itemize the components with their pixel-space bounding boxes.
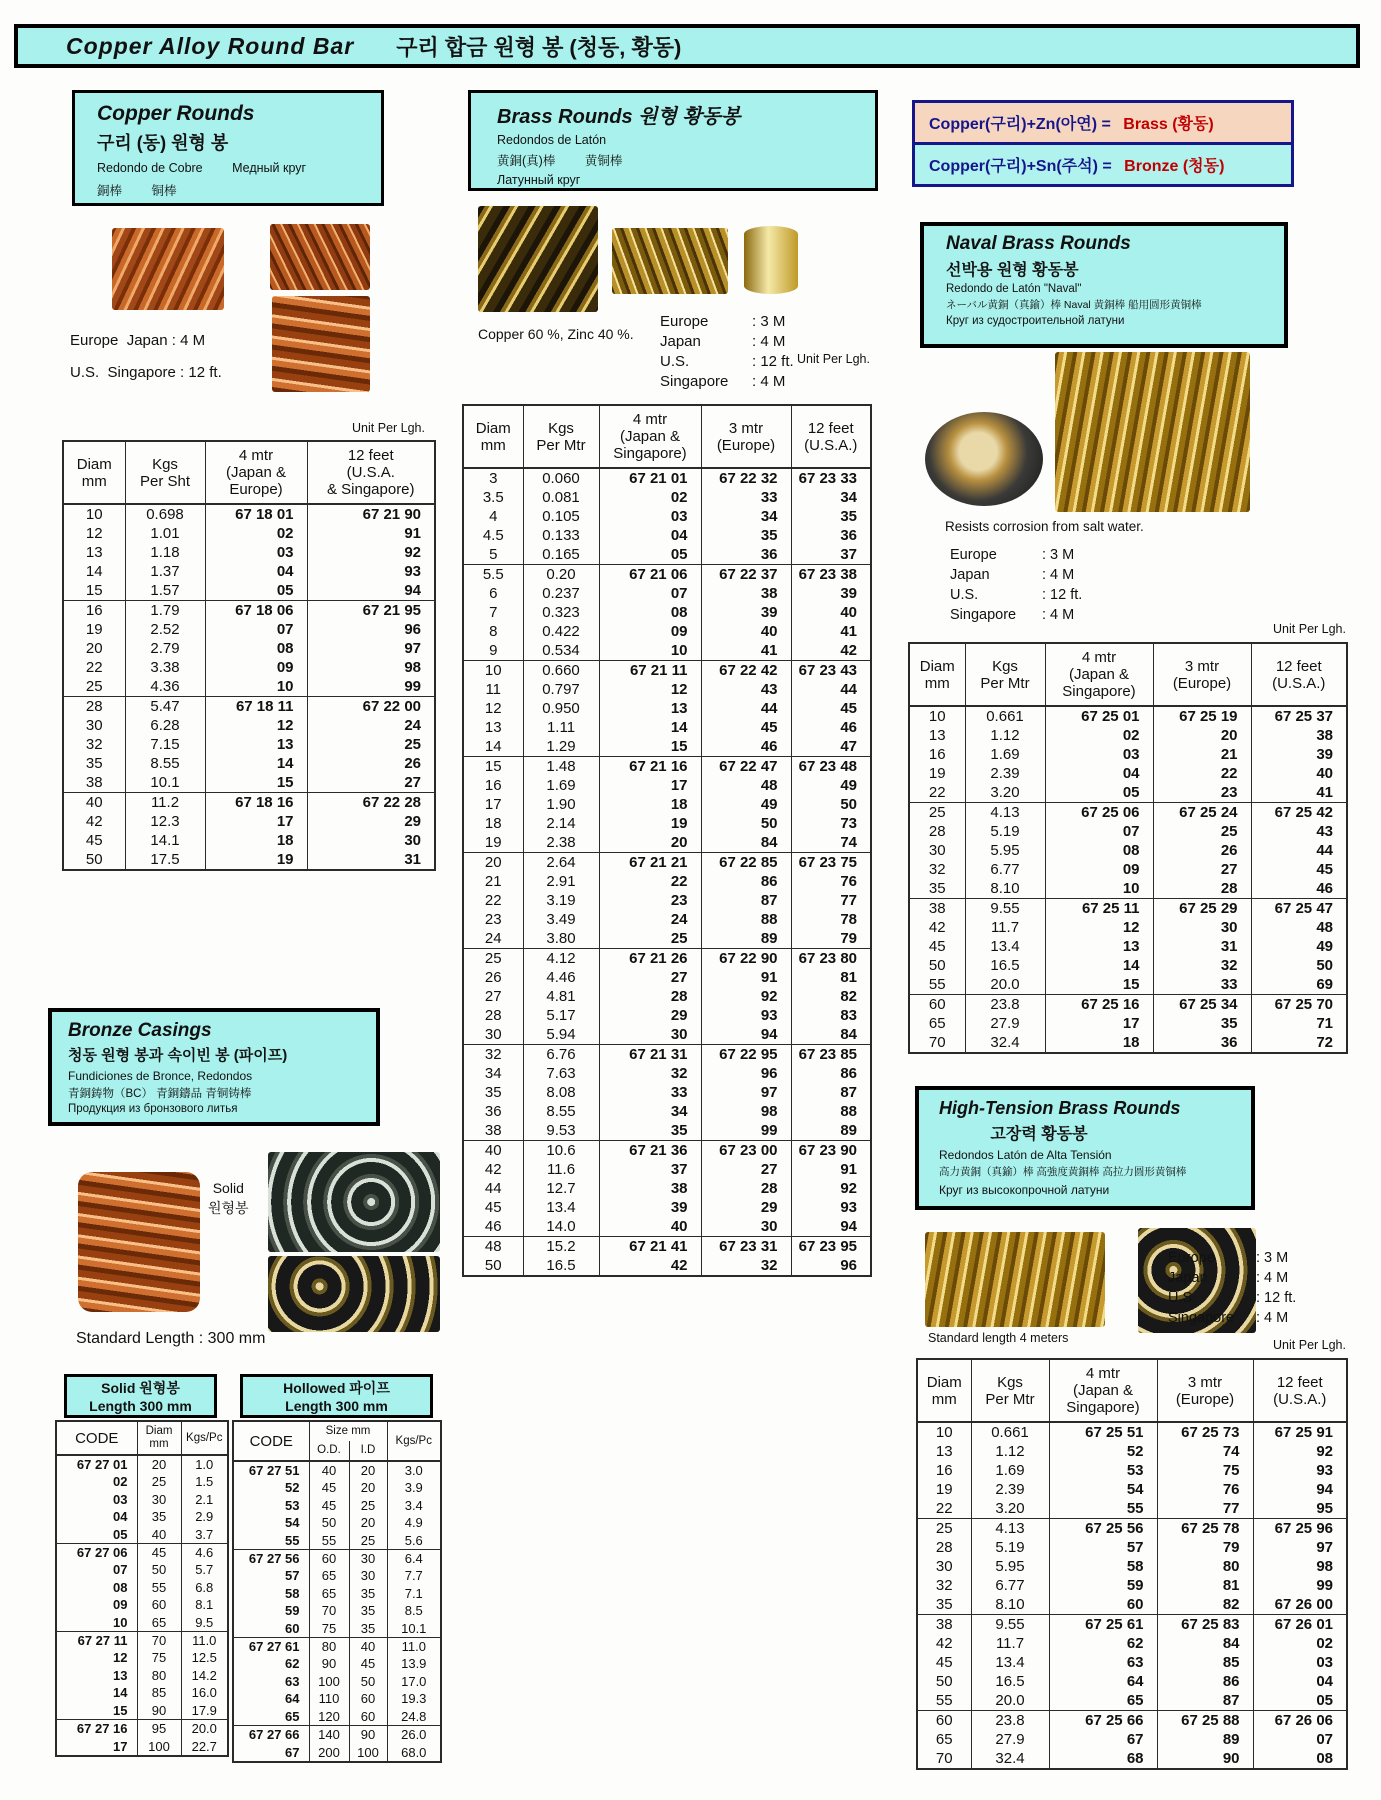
- bronze-formula-left: Copper(구리)+Sn(주석) =: [929, 158, 1117, 175]
- page-title-en: Copper Alloy Round Bar: [66, 32, 355, 59]
- ht-subtitle-es: Redondos Latón de Alta Tensión: [939, 1148, 1112, 1162]
- copper-rods-photo-3: [272, 296, 370, 392]
- ht-length-list: [1168, 1248, 1296, 1328]
- brass-rounds-header-box: [468, 90, 878, 191]
- hollow-table-header-line2: Length 300 mm: [285, 1398, 388, 1414]
- brass-subtitles-cjk: [497, 151, 875, 169]
- copper-subtitle-ru: Медный круг: [232, 161, 307, 175]
- length-list-row: U.S. : 12 ft.: [660, 353, 794, 370]
- brass-rounds-title: Brass Rounds 원형 황동봉: [497, 106, 741, 128]
- brass-rods-photo-1: [478, 206, 598, 312]
- bronze-formula-result: Bronze (청동): [1124, 158, 1225, 175]
- naval-brass-rods-photo: [1055, 352, 1250, 512]
- solid-table-header-line1: Solid 원형봉: [101, 1380, 180, 1396]
- naval-corrosion-note: Resists corrosion from salt water.: [945, 519, 1144, 534]
- copper-unit-label: Unit Per Lgh.: [352, 421, 425, 435]
- high-tension-title-kr: 고장력 황동봉: [990, 1126, 1088, 1143]
- naval-subtitle-jp: ネーバル黄銅（真鍮）棒 Naval 黄銅棒 船用圆形黄铜棒: [946, 299, 1202, 311]
- page-title: [14, 24, 1360, 68]
- bronze-solid-table: CODE Diam mm Kgs/Pc 67 27 01 20 1.0 02 25 1.5 03 30 2.1 04 35 2.9 05 40 3.7 67 27 06 45 4.6 07 50 5.7 08 55 6.8 09 60 8.1 10 65 9.5 67 27 11 70 11.0 12 75 12.5 13 80 14.2 14 85 16.0 15 90 17.9 67 27 16 95 20.0 17 100 22.7: [55, 1420, 227, 1757]
- naval-unit-label: Unit Per Lgh.: [1273, 622, 1346, 636]
- naval-subtitle-ru: Круг из судостроительной латуни: [946, 315, 1125, 327]
- copper-length-europe-japan: Europe Japan : 4 M: [70, 332, 206, 349]
- brass-subtitle-ru: Латунный круг: [497, 173, 581, 187]
- naval-length-list: [950, 545, 1082, 625]
- brass-subtitle-cn: 黄铜棒: [584, 154, 623, 168]
- brass-formula-row: [915, 103, 1291, 145]
- solid-table-header-line2: Length 300 mm: [89, 1398, 192, 1414]
- naval-brass-disc-photo: [925, 412, 1043, 506]
- naval-price-table: Diam mm Kgs Per Mtr 4 mtr (Japan & Singapore) 3 mtr (Europe) 12 feet (U.S.A.) 10 0.661 67 25 01 67 25 19 67 25 37 13 1.12 02 20 38 16 1.69 03 21 39 19 2.39 04 22 40 22 3.20 05 23 41 25 4.13 67 25 06 67 25 24 67 25 42 28 5.19 07 25 43 30 5.95 08 26 44 32 6.77 09 27 45 35 8.10 10 28 46 38 9.55 67 25 11 67 25 29 67 25 47 42 11.7 12 30 48 45 13.4 13 31 49 50 16.5 14 32 50 55 20.0 15 33 69 60 23.8 67 25 16 67 25 34 67 25 70 65 27.9 17 35 71 70 32.4 18 36 72: [908, 642, 1346, 1054]
- bronze-casings-title-kr: 청동 원형 봉과 속이빈 봉 (파이프): [68, 1047, 288, 1064]
- high-tension-header-box: [915, 1086, 1255, 1210]
- bronze-subtitle-ru: Продукция из бронзового литья: [68, 1103, 238, 1115]
- copper-price-table: Diam mm Kgs Per Sht 4 mtr (Japan & Europe) 12 feet (U.S.A. & Singapore) 10 0.698 67 18 01 67 21 90 12 1.01 02 91 13 1.18 03 92 14 1.37 04 93 15 1.57 05 94 16 1.79 67 18 06 67 21 95 19 2.52 07 96 20 2.79 08 97 22 3.38 09 98 25 4.36 10 99 28 5.47 67 18 11 67 22 00 30 6.28 12 24 32 7.15 13 25 35 8.55 14 26 38 10.1 15 27 40 11.2 67 18 16 67 22 28 42 12.3 17 29 45 14.1 18 30 50 17.5 19 31: [62, 440, 434, 871]
- alloy-formula-box: [912, 100, 1294, 187]
- brass-composition-note: Copper 60 %, Zinc 40 %.: [478, 326, 634, 342]
- naval-brass-header-box: [920, 222, 1288, 348]
- page-title-kr: 구리 합금 원형 봉 (청동, 황동): [396, 34, 682, 60]
- length-list-row: Europe : 3 M: [1168, 1250, 1289, 1266]
- solid-label-en: Solid: [212, 1180, 244, 1196]
- ht-subtitle-ru: Круг из высокопрочной латуни: [939, 1183, 1110, 1197]
- copper-length-us-singapore: U.S. Singapore : 12 ft.: [70, 364, 222, 381]
- brass-rods-photo-2: [612, 228, 728, 294]
- brass-cylinder-photo: [744, 226, 798, 294]
- length-list-row: Europe : 3 M: [660, 313, 786, 330]
- solid-label: [208, 1178, 249, 1218]
- bronze-subtitle-cjk: 青銅鋳物（BC） 青銅鑄品 青铜铸棒: [68, 1088, 252, 1100]
- bronze-subtitle-es: Fundiciones de Bronce, Redondos: [68, 1069, 253, 1083]
- bronze-formula-row: [915, 145, 1291, 184]
- brass-subtitle-es: Redondos de Latón: [497, 133, 607, 147]
- bronze-hollow-table: CODE Size mm Kgs/Pc O.D. I.D 67 27 51 40 20 3.0 52 45 20 3.9 53 45 25 3.4 54 50 20 4.9 55 55 25 5.6 67 27 56 60 30 6.4 57 65 30 7.7 58 65 35 7.1 59 70 35 8.5 60 75 35 10.1 67 27 61 80 40 11.0 62 90 45 13.9 63 100 50 17.0 64 110 60 19.3 65 120 60 24.8 67 27 66 140 90 26.0 67 200 100 68.0: [232, 1420, 440, 1763]
- solid-table-header-box: [64, 1374, 217, 1418]
- bronze-pipes-photo-1: [268, 1152, 440, 1252]
- copper-subtitle-jp: 銅棒: [97, 184, 123, 198]
- copper-rounds-subtitles-cjk: [97, 181, 381, 199]
- brass-formula-left: Copper(구리)+Zn(아연) =: [929, 116, 1116, 133]
- copper-subtitle-cn: 铜棒: [151, 184, 177, 198]
- ht-standard-length-note: Standard length 4 meters: [928, 1331, 1069, 1345]
- copper-rounds-header-box: [72, 90, 384, 206]
- brass-price-table: Diam mm Kgs Per Mtr 4 mtr (Japan & Singapore) 3 mtr (Europe) 12 feet (U.S.A.) 3 0.060 67 21 01 67 22 32 67 23 33 3.5 0.081 02 33 34 4 0.105 03 34 35 4.5 0.133 04 35 36 5 0.165 05 36 37 5.5 0.20 67 21 06 67 22 37 67 23 38 6 0.237 07 38 39 7 0.323 08 39 40 8 0.422 09 40 41 9 0.534 10 41 42 10 0.660 67 21 11 67 22 42 67 23 43 11 0.797 12 43 44 12 0.950 13 44 45 13 1.11 14 45 46 14 1.29 15 46 47 15 1.48 67 21 16 67 22 47 67 23 48 16 1.69 17 48 49 17 1.90 18 49 50 18 2.14 19 50 73 19 2.38 20 84 74 20 2.64 67 21 21 67 22 85 67 23 75 21 2.91 22 86 76 22 3.19 23 87 77 23 3.49 24 88 78 24 3.80 25 89 79 25 4.12 67 21 26 67 22 90 67 23 80 26 4.46 27 91 81 27 4.81 28 92 82 28 5.17 29 93 83 30 5.94 30 94 84 32 6.76 67 21 31 67 22 95 67 23 85 34 7.63 32 96 86 35 8.08 33 97 87 36 8.55 34 98 88 38 9.53 35 99 89 40 10.6 67 21 36 67 23 00 67 23 90 42 11.6 37 27 91 44 12.7 38 28 92 45 13.4 39 29 93 46 14.0 40 30 94 48 15.2 67 21 41 67 23 31 67 23 95 50 16.5 42 32 96: [462, 404, 870, 1277]
- length-list-row: Singapore : 4 M: [660, 373, 786, 390]
- copper-rounds-title: Copper Rounds: [97, 102, 255, 125]
- bronze-solid-rod-photo: [78, 1172, 200, 1312]
- bronze-standard-length-note: Standard Length : 300 mm: [76, 1330, 266, 1347]
- length-list-row: Japan : 4 M: [660, 333, 786, 350]
- copper-rounds-subtitles: [97, 161, 381, 175]
- ht-brass-rods-photo-1: [925, 1232, 1105, 1327]
- length-list-row: Japan : 4 M: [950, 567, 1075, 583]
- solid-label-kr: 원형봉: [208, 1200, 249, 1216]
- length-list-row: Japan : 4 M: [1168, 1270, 1289, 1286]
- hollow-table-header-box: [240, 1374, 433, 1418]
- naval-subtitle-es: Redondo de Latón "Naval": [946, 283, 1082, 295]
- ht-subtitle-cjk: 高力黄銅（真鍮）棒 高強度黄銅棒 高拉力圆形黄铜棒: [939, 1166, 1187, 1178]
- bronze-pipes-photo-2: [268, 1256, 440, 1332]
- brass-formula-result: Brass (황동): [1123, 116, 1214, 133]
- copper-rods-photo-1: [112, 228, 224, 310]
- high-tension-title: High-Tension Brass Rounds: [939, 1098, 1181, 1118]
- copper-rounds-title-kr: 구리 (동) 원형 봉: [97, 133, 229, 153]
- hollow-table-header-line1: Hollowed 파이프: [283, 1380, 390, 1396]
- length-list-row: Europe : 3 M: [950, 547, 1075, 563]
- length-list-row: U.S. : 12 ft.: [1168, 1290, 1297, 1306]
- ht-price-table: Diam mm Kgs Per Mtr 4 mtr (Japan & Singapore) 3 mtr (Europe) 12 feet (U.S.A.) 10 0.661 67 25 51 67 25 73 67 25 91 13 1.12 52 74 92 16 1.69 53 75 93 19 2.39 54 76 94 22 3.20 55 77 95 25 4.13 67 25 56 67 25 78 67 25 96 28 5.19 57 79 97 30 5.95 58 80 98 32 6.77 59 81 99 35 8.10 60 82 67 26 00 38 9.55 67 25 61 67 25 83 67 26 01 42 11.7 62 84 02 45 13.4 63 85 03 50 16.5 64 86 04 55 20.0 65 87 05 60 23.8 67 25 66 67 25 88 67 26 06 65 27.9 67 89 07 70 32.4 68 90 08: [916, 1358, 1346, 1770]
- ht-unit-label: Unit Per Lgh.: [1273, 1338, 1346, 1352]
- naval-brass-title: Naval Brass Rounds: [946, 233, 1131, 254]
- bronze-casings-title: Bronze Casings: [68, 1020, 212, 1041]
- copper-rods-photo-2: [270, 224, 370, 290]
- brass-subtitle-jp: 黄銅(真)棒: [497, 154, 556, 168]
- length-list-row: Singapore : 4 M: [950, 607, 1075, 623]
- bronze-casings-header-box: [48, 1008, 380, 1126]
- length-list-row: Singapore : 4 M: [1168, 1310, 1289, 1326]
- copper-subtitle-es: Redondo de Cobre: [97, 161, 203, 175]
- brass-unit-label: Unit Per Lgh.: [797, 352, 870, 366]
- naval-brass-title-kr: 선박용 원형 황동봉: [946, 262, 1079, 279]
- length-list-row: U.S. : 12 ft.: [950, 587, 1083, 603]
